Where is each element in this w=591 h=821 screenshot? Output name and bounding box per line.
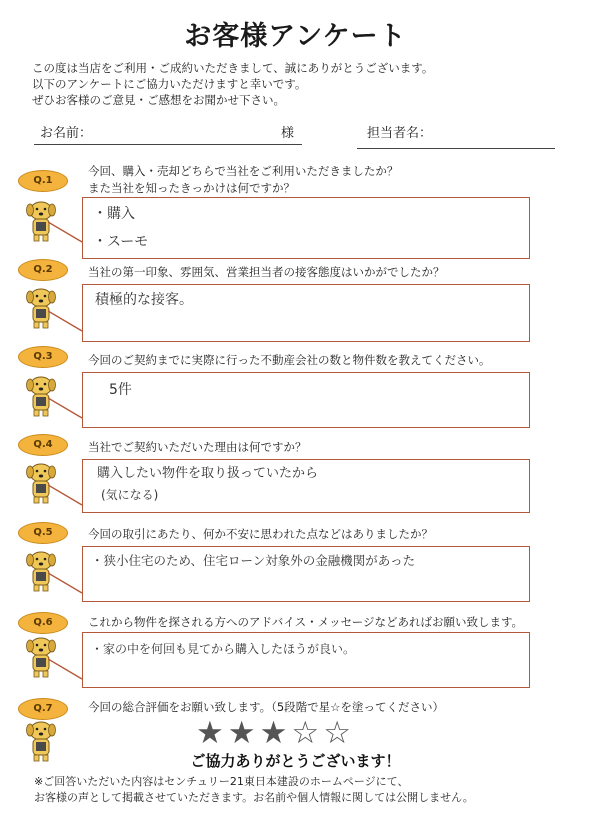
q7-badge: Q.7: [18, 698, 68, 720]
answer-line: (気になる): [101, 488, 159, 502]
connector-line: [48, 307, 88, 347]
q4-answer-box[interactable]: [82, 459, 530, 513]
q1-answer-box[interactable]: [82, 197, 530, 259]
question-line: 当社でご契約いただいた理由は何ですか？: [88, 440, 307, 454]
q1-badge: Q.1: [18, 170, 68, 192]
q2-question: [88, 264, 445, 281]
rating-stars[interactable]: [196, 715, 355, 751]
q3-answer-box[interactable]: [82, 372, 530, 428]
connector-line: [48, 569, 88, 609]
name-field[interactable]: [34, 144, 302, 145]
connector-line: [48, 655, 88, 695]
answer-line: 5件: [109, 382, 132, 398]
footer-note: [34, 774, 474, 806]
q6-question: [88, 614, 523, 631]
question-line: これから物件を探される方へのアドバイス・メッセージなどあればお願い致します。: [88, 615, 524, 629]
question-line: 今回の取引にあたり、何か不安に思われた点などはありましたか？: [88, 527, 433, 541]
question-line: 今回、購入・売却どちらで当社をご利用いただきましたか？: [88, 164, 399, 178]
intro-line: 以下のアンケートにご協力いただけますと幸いです。: [32, 77, 307, 91]
page-title: お客様アンケート: [184, 21, 407, 52]
staff-field[interactable]: [357, 148, 555, 149]
name-suffix: 様: [281, 126, 295, 141]
q1-question: [88, 163, 398, 197]
q3-question: [88, 352, 491, 369]
connector-line: [48, 218, 88, 258]
footer-line: お客様の声として掲載させていただきます。お名前や個人情報に関しては公開しません。: [34, 791, 474, 804]
star-empty-icon[interactable]: ☆: [291, 715, 320, 751]
connector-line: [48, 481, 88, 521]
question-line: 当社の第一印象、雰囲気、営業担当者の接客態度はいかがでしたか？: [88, 265, 445, 279]
star-filled-icon[interactable]: ★: [227, 715, 256, 751]
q4-badge: Q.4: [18, 434, 68, 456]
connector-line: [48, 394, 88, 434]
answer-line: ・スーモ: [93, 234, 149, 250]
staff-label: 担当者名：: [367, 126, 433, 141]
q2-answer-box[interactable]: [82, 284, 530, 342]
star-filled-icon[interactable]: ★: [196, 715, 224, 751]
intro-line: ぜひお客様のご意見・ご感想をお聞かせ下さい。: [32, 93, 285, 107]
question-line: また当社を知ったきっかけは何ですか？: [88, 181, 295, 195]
answer-line: ・家の中を何回も見てから購入したほうが良い。: [91, 642, 356, 656]
answer-line: ・購入: [93, 206, 135, 222]
q3-badge: Q.3: [18, 346, 68, 368]
intro-line: この度は当店をご利用・ご成約いただきまして、誠にありがとうございます。: [32, 61, 434, 75]
name-label: お名前：: [40, 126, 93, 141]
q5-question: [88, 526, 433, 543]
answer-line: 積極的な接客。: [95, 292, 193, 308]
q4-question: [88, 439, 307, 456]
q5-badge: Q.5: [18, 522, 68, 544]
q6-badge: Q.6: [18, 612, 68, 634]
answer-line: 購入したい物件を取り扱っていたから: [97, 466, 319, 481]
answer-line: ・狭小住宅のため、住宅ローン対象外の金融機関があった: [91, 553, 416, 568]
q7-question: [88, 699, 444, 716]
footer-line: ※ご回答いただいた内容はセンチュリー21東日本建設のホームページにて、: [34, 775, 409, 788]
q5-answer-box[interactable]: [82, 546, 530, 602]
q6-answer-box[interactable]: [82, 632, 530, 688]
star-empty-icon[interactable]: ☆: [323, 715, 351, 751]
thanks-message: ご協力ありがとうございます！: [190, 752, 401, 770]
q2-badge: Q.2: [18, 259, 68, 281]
question-line: 今回のご契約までに実際に行った不動産会社の数と物件数を教えてください。: [88, 353, 491, 367]
question-line: 今回の総合評価をお願い致します。（5段階で星☆を塗ってください）: [88, 700, 444, 714]
star-filled-icon[interactable]: ★: [259, 715, 288, 751]
intro-text: [32, 60, 433, 108]
